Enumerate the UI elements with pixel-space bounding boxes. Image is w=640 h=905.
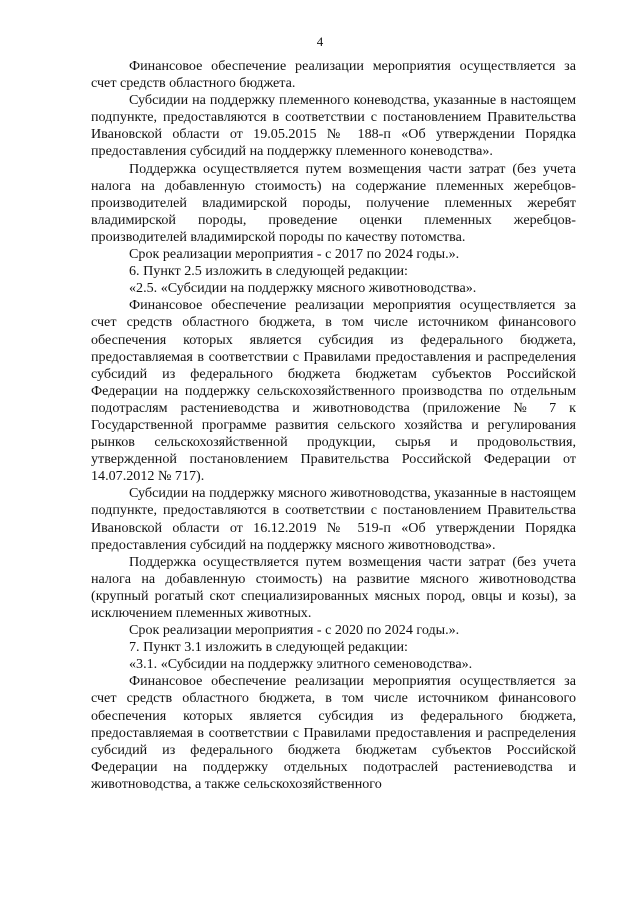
paragraph-meat-subsidies: Субсидии на поддержку мясного животноводства, указанные в настоящем подпункте, предоставляются в соответствии с постановлением Правительства Ивановской области от 16.12.2019 № 519-п «Об утверждении Порядка предоставления субсидий на поддержку мясного животноводства».	[91, 485, 576, 553]
paragraph-financing-regional-budget: Финансовое обеспечение реализации мероприятия осуществляется за счет средств областного бюджета.	[91, 58, 576, 92]
paragraph-seed-financing: Финансовое обеспечение реализации мероприятия осуществляется за счет средств областного бюджета, в том числе источником финансового обеспечения которых является субсидия из федерального бюджета, предоставляемая в соответствии с Правилами предоставления и распределения субсидий из федерального бюджета бюджетам субъектов Российской Федерации на поддержку отдельных подотраслей растениеводства и животноводства, а также сельскохозяйственного	[91, 673, 576, 792]
paragraph-meat-support: Поддержка осуществляется путем возмещения части затрат (без учета налога на добавленную стоимость) на развитие мясного животноводства (крупный рогатый скот специализированных мясных пород, овцы и козы), за исключением племенных животных.	[91, 553, 576, 621]
paragraph-item-7: 7. Пункт 3.1 изложить в следующей редакции:	[129, 639, 408, 656]
page-number: 4	[316, 34, 324, 49]
paragraph-item-6: 6. Пункт 2.5 изложить в следующей редакции:	[129, 263, 408, 280]
paragraph-section-3-1-title: «3.1. «Субсидии на поддержку элитного семеноводства».	[129, 656, 473, 673]
paragraph-horse-breeding-subsidies: Субсидии на поддержку племенного коневодства, указанные в настоящем подпункте, предоставляются в соответствии с постановлением Правительства Ивановской области от 19.05.2015 № 188-п «Об утверждении Порядка предоставления субсидий на поддержку племенного коневодства».	[91, 92, 576, 160]
paragraph-meat-financing: Финансовое обеспечение реализации мероприятия осуществляется за счет средств областного бюджета, в том числе источником финансового обеспечения которых является субсидия из федерального бюджета, предоставляемая в соответствии с Правилами предоставления и распределения субсидий из федерального бюджета бюджетам субъектов Российской Федерации на поддержку сельскохозяйственного производства по отдельным подотраслям растениеводства и животноводства (приложение № 7 к Государственной программе развития сельского хозяйства и регулирования рынков сельскохозяйственной продукции, сырья и продовольствия, утвержденной постановлением Правительства Российской Федерации от 14.07.2012 № 717).	[91, 297, 576, 485]
paragraph-term-2020-2024: Срок реализации мероприятия - с 2020 по 2024 годы.».	[129, 622, 460, 639]
paragraph-term-2017-2024: Срок реализации мероприятия - с 2017 по 2024 годы.».	[129, 246, 460, 263]
document-body	[91, 58, 576, 793]
paragraph-section-2-5-title: «2.5. «Субсидии на поддержку мясного животноводства».	[129, 280, 477, 297]
paragraph-horse-breeding-support: Поддержка осуществляется путем возмещения части затрат (без учета налога на добавленную стоимость) на содержание племенных жеребцов-производителей владимирской породы, получение племенных жеребят владимирской породы, проведение оценки племенных жеребцов-производителей владимирской породы по качеству потомства.	[91, 160, 576, 245]
